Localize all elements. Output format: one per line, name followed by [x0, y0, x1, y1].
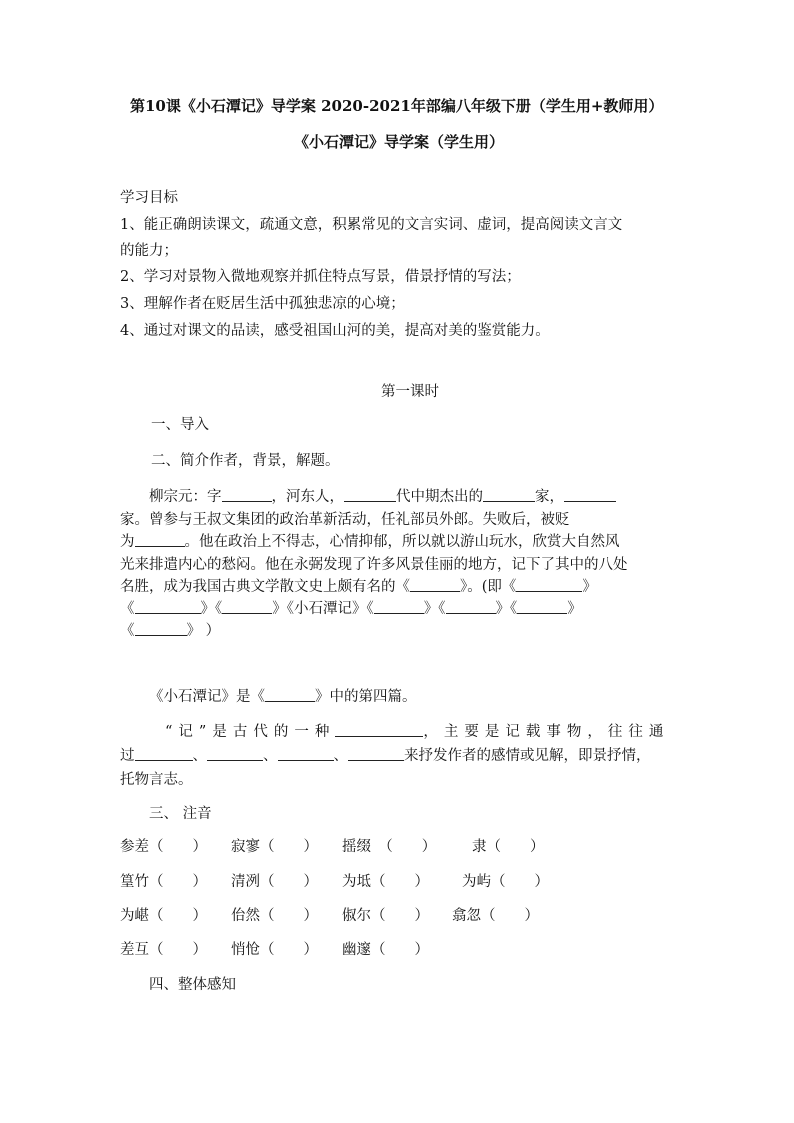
pinyin-item: 摇缀 （ ）: [342, 839, 437, 855]
pinyin-item: 篁竹（ ）: [120, 874, 207, 890]
blank[interactable]: [222, 487, 272, 502]
blank[interactable]: [135, 532, 185, 547]
book-line: 《小石潭记》是《 》中的第四篇。: [149, 689, 417, 705]
blank[interactable]: [207, 746, 263, 761]
blank[interactable]: [410, 577, 460, 592]
section-intro: 一、导入: [151, 417, 209, 433]
pinyin-item: 佁然（ ）: [231, 908, 318, 924]
author-line-5: 名胜，成为我国古典文学散文史上颇有名的《 》。(即《 》: [120, 579, 597, 595]
genre-line-2: 过 、 、 、 来抒发作者的感情或见解，即景抒情，: [120, 748, 651, 764]
author-line-7: 《 》 ）: [120, 623, 221, 639]
blank[interactable]: [135, 746, 193, 761]
author-line-2: 家。曾参与王叔文集团的政治革新活动，任礼部员外郎。失败后，被贬: [120, 512, 570, 528]
goal-1: 1、能正确朗读课文，疏通文意，积累常见的文言实词、虚词，提高阅读文言文: [120, 217, 623, 233]
document-title: 第10课《小石潭记》导学案 2020-2021年部编八年级下册（学生用+教师用）: [130, 97, 664, 115]
section-author: 二、简介作者，背景，解题。: [151, 453, 340, 469]
pinyin-item: 悄怆（ ）: [231, 942, 318, 958]
goals-heading: 学习目标: [120, 190, 178, 206]
document-subtitle: 《小石潭记》导学案（学生用）: [294, 133, 505, 151]
section-pinyin: 三、 注音: [149, 806, 212, 822]
blank[interactable]: [344, 487, 396, 502]
pinyin-item: 幽邃（ ）: [342, 942, 429, 958]
genre-line-3: 托物言志。: [120, 772, 193, 788]
blank[interactable]: [135, 621, 187, 636]
blank[interactable]: [135, 599, 201, 614]
pinyin-item: 俶尔（ ）: [342, 908, 429, 924]
lesson-heading: 第一课时: [381, 384, 439, 400]
blank[interactable]: [265, 687, 315, 702]
pinyin-item: 隶（ ）: [472, 839, 545, 855]
author-line-3: 为 。他在政治上不得志，心情抑郁，所以就以游山玩水，欣赏大自然风: [120, 534, 620, 550]
pinyin-item: 为坻（ ）: [342, 874, 429, 890]
pinyin-item: 参差（ ）: [120, 839, 207, 855]
pinyin-item: 为屿（ ）: [462, 874, 549, 890]
author-line-4: 光来排遣内心的愁闷。他在永弼发现了许多风景佳丽的地方，记下了其中的八处: [120, 557, 628, 573]
blank[interactable]: [483, 487, 535, 502]
blank[interactable]: [278, 746, 334, 761]
blank[interactable]: [348, 746, 404, 761]
section-overview: 四、整体感知: [149, 977, 236, 993]
goal-3: 3、理解作者在贬居生活中孤独悲凉的心境；: [120, 296, 405, 312]
author-line-1: 柳宗元：字 ，河东人， 代中期杰出的 家，: [149, 487, 616, 507]
goal-2: 2、学习对景物入微地观察并抓住特点写景，借景抒情的写法；: [120, 269, 521, 285]
genre-line-1: “记”是古代的一种 ，主要是记载事物，往往通: [165, 724, 670, 740]
blank[interactable]: [517, 599, 567, 614]
blank[interactable]: [516, 577, 582, 592]
blank[interactable]: [222, 599, 272, 614]
author-line-6: 《 》《 》《小石潭记》《 》《 》《 》: [120, 601, 582, 617]
goal-1-continued: 的能力；: [120, 243, 178, 259]
blank[interactable]: [374, 599, 424, 614]
blank[interactable]: [446, 599, 496, 614]
pinyin-item: 清冽（ ）: [231, 874, 318, 890]
pinyin-item: 差互（ ）: [120, 942, 207, 958]
pinyin-item: 寂寥（ ）: [231, 839, 318, 855]
goal-4: 4、通过对课文的品读，感受祖国山河的美，提高对美的鉴赏能力。: [120, 323, 550, 339]
pinyin-item: 为嵁（ ）: [120, 908, 207, 924]
blank[interactable]: [564, 487, 616, 502]
pinyin-item: 翕忽（ ）: [452, 908, 539, 924]
blank[interactable]: [335, 722, 423, 737]
